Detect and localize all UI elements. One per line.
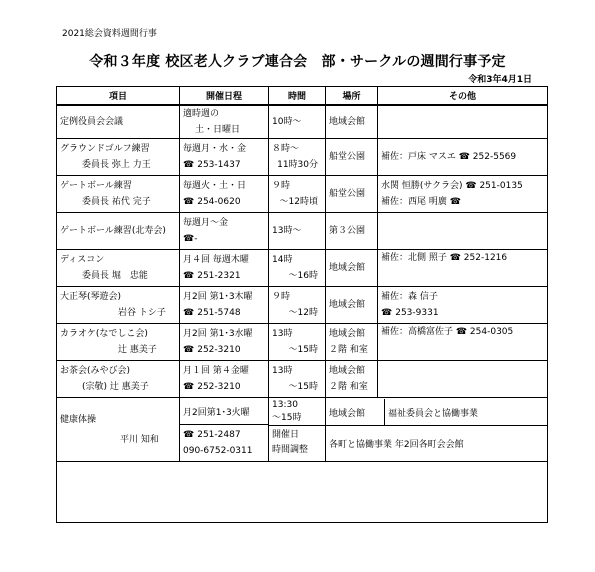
item-cell	[57, 398, 180, 462]
other-cell	[378, 324, 548, 361]
phone-number: 090-6752-0311	[183, 446, 253, 456]
schedule-text: 月１回 第４金曜	[183, 366, 249, 376]
phone-icon: ☎	[183, 430, 195, 440]
place-text: 地域会館	[329, 117, 366, 127]
item-cell	[57, 176, 180, 213]
phone-number: 253-9331	[395, 308, 439, 318]
phone-number: 253-1437	[197, 160, 241, 170]
item-person: 委員長 祐代 完子	[82, 197, 151, 207]
item-person: 平川 知和	[120, 434, 159, 445]
item-cell	[57, 287, 180, 324]
place-cell	[326, 287, 378, 324]
item-person: (宗敬) 辻 惠美子	[82, 382, 149, 392]
table-row	[57, 213, 548, 250]
place-text: ２階 和室	[329, 345, 368, 355]
item-cell	[57, 250, 180, 287]
other-cell	[378, 105, 548, 139]
phone-icon: ☎	[183, 345, 195, 355]
other-cell	[378, 213, 548, 250]
time-text: 開催日	[272, 430, 300, 440]
table-row	[57, 287, 548, 324]
other-text: 補佐：戸床 マスエ ☎ 252-5569	[381, 152, 517, 162]
schedule-cell	[180, 287, 269, 324]
schedule-cell	[180, 139, 269, 176]
phone-icon: ☎	[183, 271, 195, 281]
item-name: お茶会(みやび会)	[60, 366, 131, 376]
place-cell	[326, 213, 378, 250]
schedule-cell	[180, 324, 269, 361]
other-cell	[378, 287, 548, 324]
table-row	[57, 250, 548, 287]
place-cell	[326, 176, 378, 213]
other-subcell	[326, 426, 547, 460]
item-cell	[57, 139, 180, 176]
document-date: 令和3年4月1日	[468, 75, 532, 85]
place-cell	[326, 105, 378, 139]
phone-number: 251-2321	[197, 271, 241, 281]
time-text: ９時	[272, 292, 291, 302]
item-name: ゲートボール練習(北寿会)	[60, 226, 166, 236]
time-text: ～15時	[288, 382, 318, 392]
phone-icon: ☎	[183, 382, 195, 392]
other-cell	[378, 176, 548, 213]
place-text: 地域会館	[329, 329, 366, 339]
schedule-cell	[180, 213, 269, 250]
item-person: 委員長 弥上 力王	[82, 160, 151, 170]
item-name: カラオケ(なでしこ会)	[60, 329, 148, 339]
place-subcell	[326, 399, 385, 425]
item-cell	[57, 105, 180, 139]
phone-number: 252-3210	[197, 345, 241, 355]
time-cell	[269, 139, 326, 176]
schedule-text: 月2回 第1･3水曜	[183, 329, 253, 339]
other-text: 補佐：森 信子	[381, 292, 438, 302]
blank-row	[57, 462, 548, 523]
time-text: 時間調整	[272, 445, 309, 455]
time-cell	[269, 324, 326, 361]
place-cell	[326, 324, 378, 361]
schedule-cell	[180, 250, 269, 287]
place-text: 地域会館	[329, 263, 366, 273]
column-header-schedule: 開催日程	[180, 87, 269, 106]
time-text: 13:30	[272, 400, 298, 410]
table-row	[57, 398, 548, 462]
item-name: グラウンドゴルフ練習	[60, 144, 150, 154]
item-name: 健康体操	[60, 414, 97, 425]
table-row	[57, 324, 548, 361]
place-other-top	[326, 399, 547, 426]
other-subcell	[385, 399, 481, 425]
other-cell	[378, 361, 548, 398]
schedule-text: 月2回第1･3火曜	[183, 407, 250, 418]
time-cell	[269, 398, 326, 462]
item-person: 岩谷 トシ子	[118, 308, 166, 318]
phone-icon: ☎	[183, 160, 195, 170]
time-text: 13時～	[272, 226, 302, 236]
phone-icon: ☎	[183, 234, 195, 244]
item-person: 辻 惠美子	[118, 345, 157, 355]
place-text: 地域会館	[329, 300, 366, 310]
phone-number: 251-5748	[197, 308, 241, 318]
schedule-cell	[180, 176, 269, 213]
column-header-other: その他	[378, 87, 548, 106]
time-subcell	[269, 399, 325, 426]
phone-icon: ☎	[183, 308, 195, 318]
time-text: ８時～	[272, 144, 300, 154]
place-text: 地域会館	[329, 408, 366, 419]
document-label: 2021総会資料週間行事	[62, 29, 157, 39]
item-cell	[57, 213, 180, 250]
schedule-text: 土・日曜日	[195, 125, 241, 135]
time-text: ～16時	[288, 271, 318, 281]
item-cell	[57, 361, 180, 398]
item-name: 大正琴(琴遊会)	[60, 292, 122, 302]
other-cell	[378, 250, 548, 287]
time-cell	[269, 105, 326, 139]
place-cell	[326, 361, 378, 398]
blank-cell	[57, 462, 548, 523]
phone-icon: ☎	[183, 197, 195, 207]
other-text: 補佐：北側 照子 ☎ 252-1216	[381, 253, 508, 263]
other-text: 補佐：高橋富佐子 ☎ 254-0305	[381, 327, 514, 337]
column-header-place: 場所	[326, 87, 378, 106]
schedule-text: 月４回 毎週木曜	[183, 255, 249, 265]
time-cell	[269, 213, 326, 250]
schedule-text: 適時週の	[183, 109, 220, 119]
time-text: ～12時頃	[279, 197, 318, 207]
schedule-table	[56, 86, 548, 523]
schedule-subcell	[180, 425, 268, 461]
phone-number: -	[194, 234, 198, 244]
schedule-subcell	[180, 398, 268, 425]
table-row	[57, 105, 548, 139]
time-text: 13時	[272, 329, 293, 339]
other-text: 各町と協働事業 年2回各町会会館	[329, 439, 464, 450]
item-name: ゲートボール練習	[60, 181, 132, 191]
place-text: 地域会館	[329, 366, 366, 376]
table-row	[57, 176, 548, 213]
place-cell	[326, 250, 378, 287]
phone-number: 252-3210	[197, 382, 241, 392]
item-name: ディスコン	[60, 255, 105, 265]
time-text: 13時	[272, 366, 293, 376]
time-text: 14時	[272, 255, 293, 265]
place-other-cell	[326, 398, 548, 462]
table-row	[57, 361, 548, 398]
schedule-text: 毎週月・水・金	[183, 144, 247, 154]
schedule-text: 毎週火・土・日	[183, 181, 247, 191]
other-cell	[378, 139, 548, 176]
time-text: ～12時	[288, 308, 318, 318]
phone-number: 251-2487	[197, 430, 241, 440]
schedule-cell	[180, 361, 269, 398]
other-text: 福祉委員会と協働事業	[388, 408, 479, 419]
column-header-time: 時間	[269, 87, 326, 106]
schedule-cell	[180, 105, 269, 139]
time-cell	[269, 361, 326, 398]
other-text: 補佐：西尾 明廣 ☎	[381, 197, 461, 207]
place-cell	[326, 139, 378, 176]
place-text: 船堂公園	[329, 189, 366, 199]
time-text: ～15時	[272, 413, 302, 423]
item-name: 定例役員会会議	[60, 117, 124, 127]
schedule-text: 月2回 第1･3木曜	[183, 292, 253, 302]
table-row	[57, 139, 548, 176]
time-cell	[269, 287, 326, 324]
phone-icon: ☎	[381, 308, 393, 318]
place-text: 船堂公園	[329, 152, 366, 162]
place-text: 第３公園	[329, 226, 366, 236]
time-text: ～15時	[288, 345, 318, 355]
time-text: 10時～	[272, 117, 302, 127]
place-text: ２階 和室	[329, 382, 368, 392]
page-title: 令和３年度 校区老人クラブ連合会 部・サークルの週間行事予定	[89, 54, 506, 70]
item-cell	[57, 324, 180, 361]
column-header-item: 項目	[57, 87, 180, 106]
time-cell	[269, 250, 326, 287]
time-text: 11時30分	[277, 160, 318, 170]
phone-number: 254-0620	[197, 197, 241, 207]
time-cell	[269, 176, 326, 213]
time-text: ９時	[272, 181, 291, 191]
schedule-text: 毎週月～金	[183, 218, 229, 228]
other-text: 水関 恒勝(サクラ会) ☎ 251-0135	[381, 181, 523, 191]
table-header-row	[57, 87, 548, 106]
time-subcell	[269, 426, 325, 460]
schedule-cell	[180, 398, 269, 462]
item-person: 委員長 堀 忠能	[82, 271, 148, 281]
